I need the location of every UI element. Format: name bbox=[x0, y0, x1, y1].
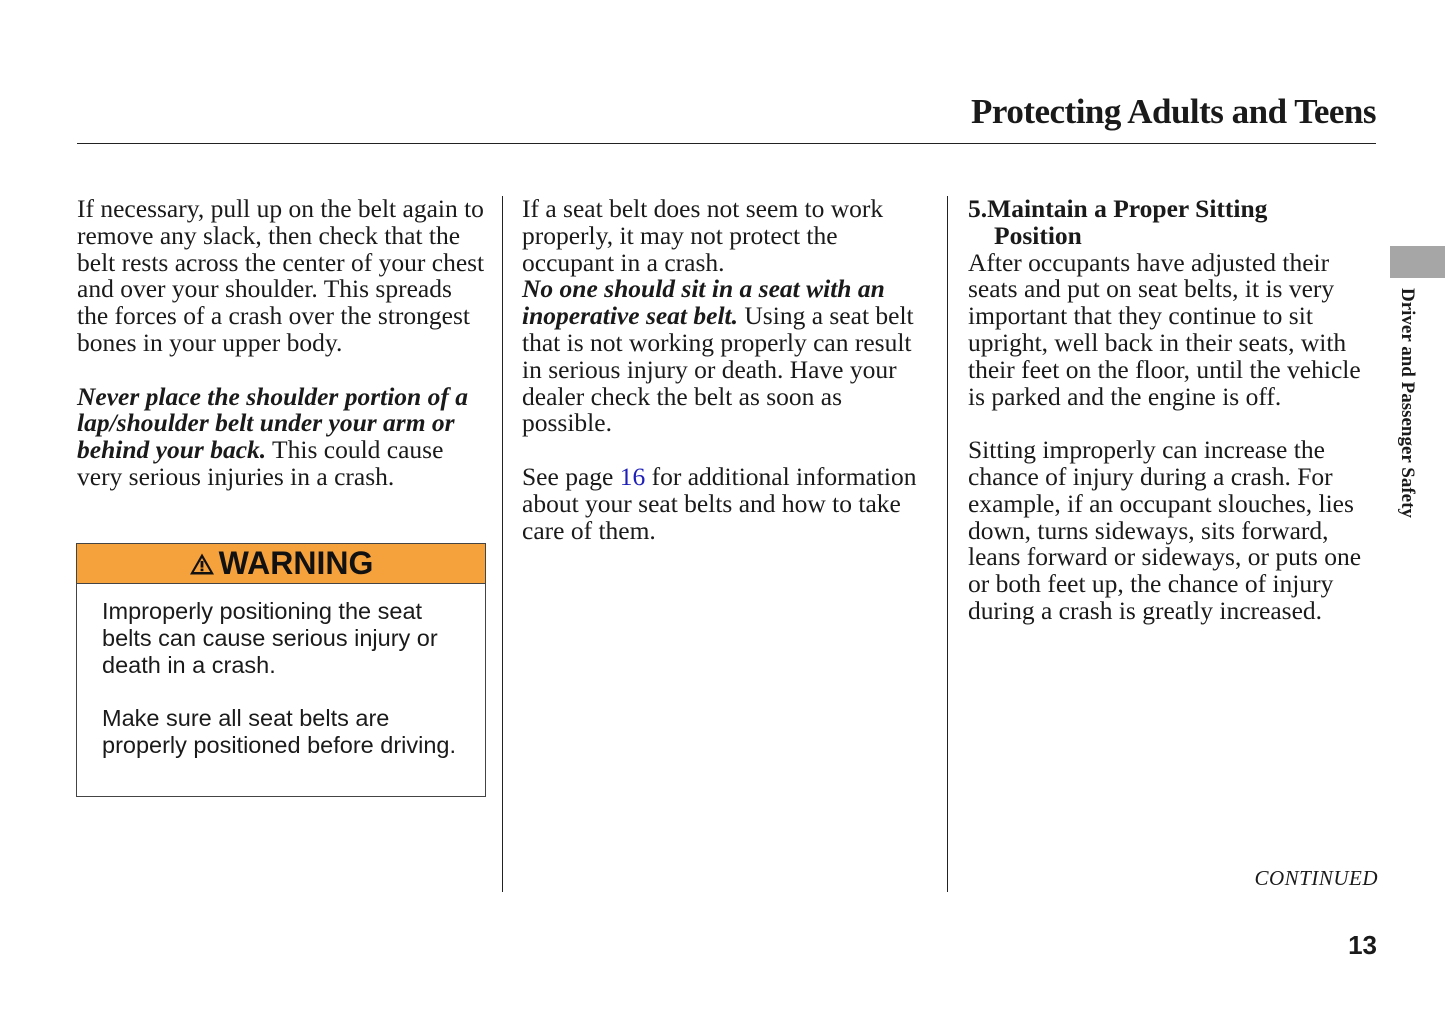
column-1 bbox=[77, 196, 489, 491]
column-2-paragraph-2 bbox=[522, 276, 927, 437]
shoulder-belt-emphasis: Never place the shoulder portion of a lap/shoulder belt under your arm or behind your back. bbox=[77, 381, 468, 465]
column-divider-1 bbox=[502, 196, 503, 892]
column-3 bbox=[968, 196, 1373, 625]
section-heading-line-1: 5.Maintain a Proper Sitting bbox=[968, 194, 1268, 223]
column-3-paragraph-1: After occupants have adjusted their seats and put on seat belts, it is very important that they continue to sit upright, well back in their seats, with their feet on the floor, until the vehicle is parked and the engine is off. bbox=[968, 247, 1361, 411]
shoulder-belt-text: This could cause very serious injuries in a crash. bbox=[77, 435, 444, 491]
column-1-paragraph-1: If necessary, pull up on the belt again to remove any slack, then check that the belt rests across the center of your chest and over your shoulder. This spreads the forces of a crash over the strongest bones in your upper body. bbox=[77, 194, 485, 357]
warning-text-1: Improperly positioning the seat belts can cause serious injury or death in a crash. bbox=[102, 598, 438, 678]
warning-text-2: Make sure all seat belts are properly positioned before driving. bbox=[102, 705, 457, 758]
column-2-paragraph-1: If a seat belt does not seem to work properly, it may not protect the occupant in a crash. bbox=[522, 194, 884, 277]
see-page-text: See page bbox=[522, 461, 620, 491]
continued-label: CONTINUED bbox=[1254, 866, 1378, 890]
section-tab-label: Driver and Passenger Safety bbox=[1397, 288, 1418, 518]
warning-body bbox=[77, 584, 485, 759]
inoperative-belt-emphasis: No one should sit in a seat with an inoperative seat belt. bbox=[522, 274, 885, 331]
warning-label: WARNING bbox=[218, 545, 374, 581]
page-number: 13 bbox=[1348, 930, 1377, 960]
column-1-paragraph-2 bbox=[77, 381, 489, 491]
warning-triangle-icon bbox=[189, 552, 215, 576]
section-heading-line-2: Position bbox=[994, 220, 1082, 250]
column-3-paragraph-2: Sitting improperly can increase the chance of injury during a crash. For example, if an occupant slouches, lies down, turns sideways, sits forward, leans forward or sideways, or puts one or both feet up, the chance of injury during a crash is greatly increased. bbox=[968, 435, 1362, 625]
section-heading bbox=[968, 196, 1373, 250]
title-rule bbox=[77, 143, 1376, 144]
additional-info-text: for additional information about your seat belts and how to take care of them. bbox=[522, 461, 917, 545]
inoperative-belt-text: Using a seat belt that is not working properly can result in serious injury or death. Have your dealer check the belt as soon as possible. bbox=[522, 301, 914, 438]
section-tab-marker bbox=[1390, 246, 1445, 278]
page-16-link[interactable]: 16 bbox=[619, 461, 646, 491]
warning-header bbox=[77, 544, 485, 584]
column-2 bbox=[522, 196, 927, 544]
column-divider-2 bbox=[947, 196, 948, 892]
warning-box bbox=[76, 543, 486, 797]
page-title: Protecting Adults and Teens bbox=[971, 92, 1376, 131]
column-2-paragraph-3 bbox=[522, 461, 927, 545]
